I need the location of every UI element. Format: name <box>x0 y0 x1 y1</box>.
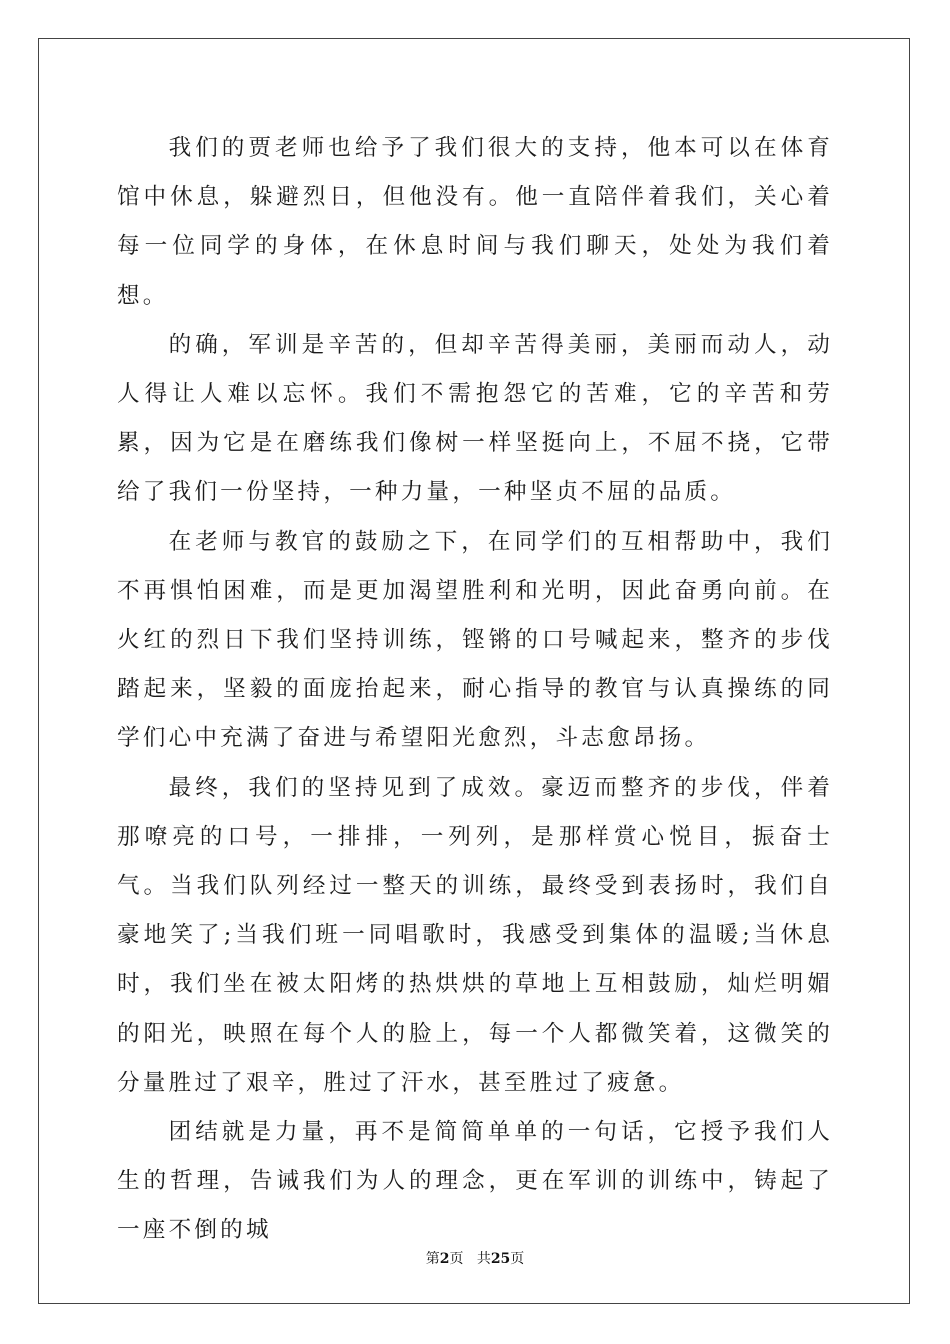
page-number: 2 <box>439 1251 450 1267</box>
paragraph: 我们的贾老师也给予了我们很大的支持，他本可以在体育馆中休息，躲避烈日，但他没有。他一直陪伴着我们，关心着每一位同学的身体，在休息时间与我们聊天，处处为我们着想。 <box>117 135 833 309</box>
paragraph: 的确，军训是辛苦的，但却辛苦得美丽，美丽而动人，动人得让人难以忘怀。我们不需抱怨它的苦难，它的辛苦和劳累，因为它是在磨练我们像树一样坚挺向上，不屈不挠，它带给了我们一份坚持，一种力量，一种坚贞不屈的品质。 <box>117 331 833 506</box>
page-suffix: 页 <box>449 1251 464 1267</box>
page-footer <box>0 1248 950 1268</box>
total-prefix: 共 <box>476 1251 491 1267</box>
paragraph: 团结就是力量，再不是简简单单的一句话，它授予我们人生的哲理，告诫我们为人的理念，更在军训的训练中，铸起了一座不倒的城 <box>117 1119 833 1244</box>
total-pages: 25 <box>490 1251 511 1267</box>
paragraph: 最终，我们的坚持见到了成效。豪迈而整齐的步伐，伴着那嘹亮的口号，一排排，一列列，是那样赏心悦目，振奋士气。当我们队列经过一整天的训练，最终受到表扬时，我们自豪地笑了;当我们班一同唱歌时，我感受到集体的温暖;当休息时，我们坐在被太阳烤的热烘烘的草地上互相鼓励，灿烂明媚的阳光，映照在每个人的脸上，每一个人都微笑着，这微笑的分量胜过了艰辛，胜过了汗水，甚至胜过了疲惫。 <box>117 774 833 1096</box>
document-body <box>117 124 833 1256</box>
total-suffix: 页 <box>510 1251 525 1267</box>
paragraph: 在老师与教官的鼓励之下，在同学们的互相帮助中，我们不再惧怕困难，而是更加渴望胜利和光明，因此奋勇向前。在火红的烈日下我们坚持训练，铿锵的口号喊起来，整齐的步伐踏起来，坚毅的面庞抬起来，耐心指导的教官与认真操练的同学们心中充满了奋进与希望阳光愈烈，斗志愈昂扬。 <box>117 528 833 752</box>
page-prefix: 第 <box>425 1251 440 1267</box>
